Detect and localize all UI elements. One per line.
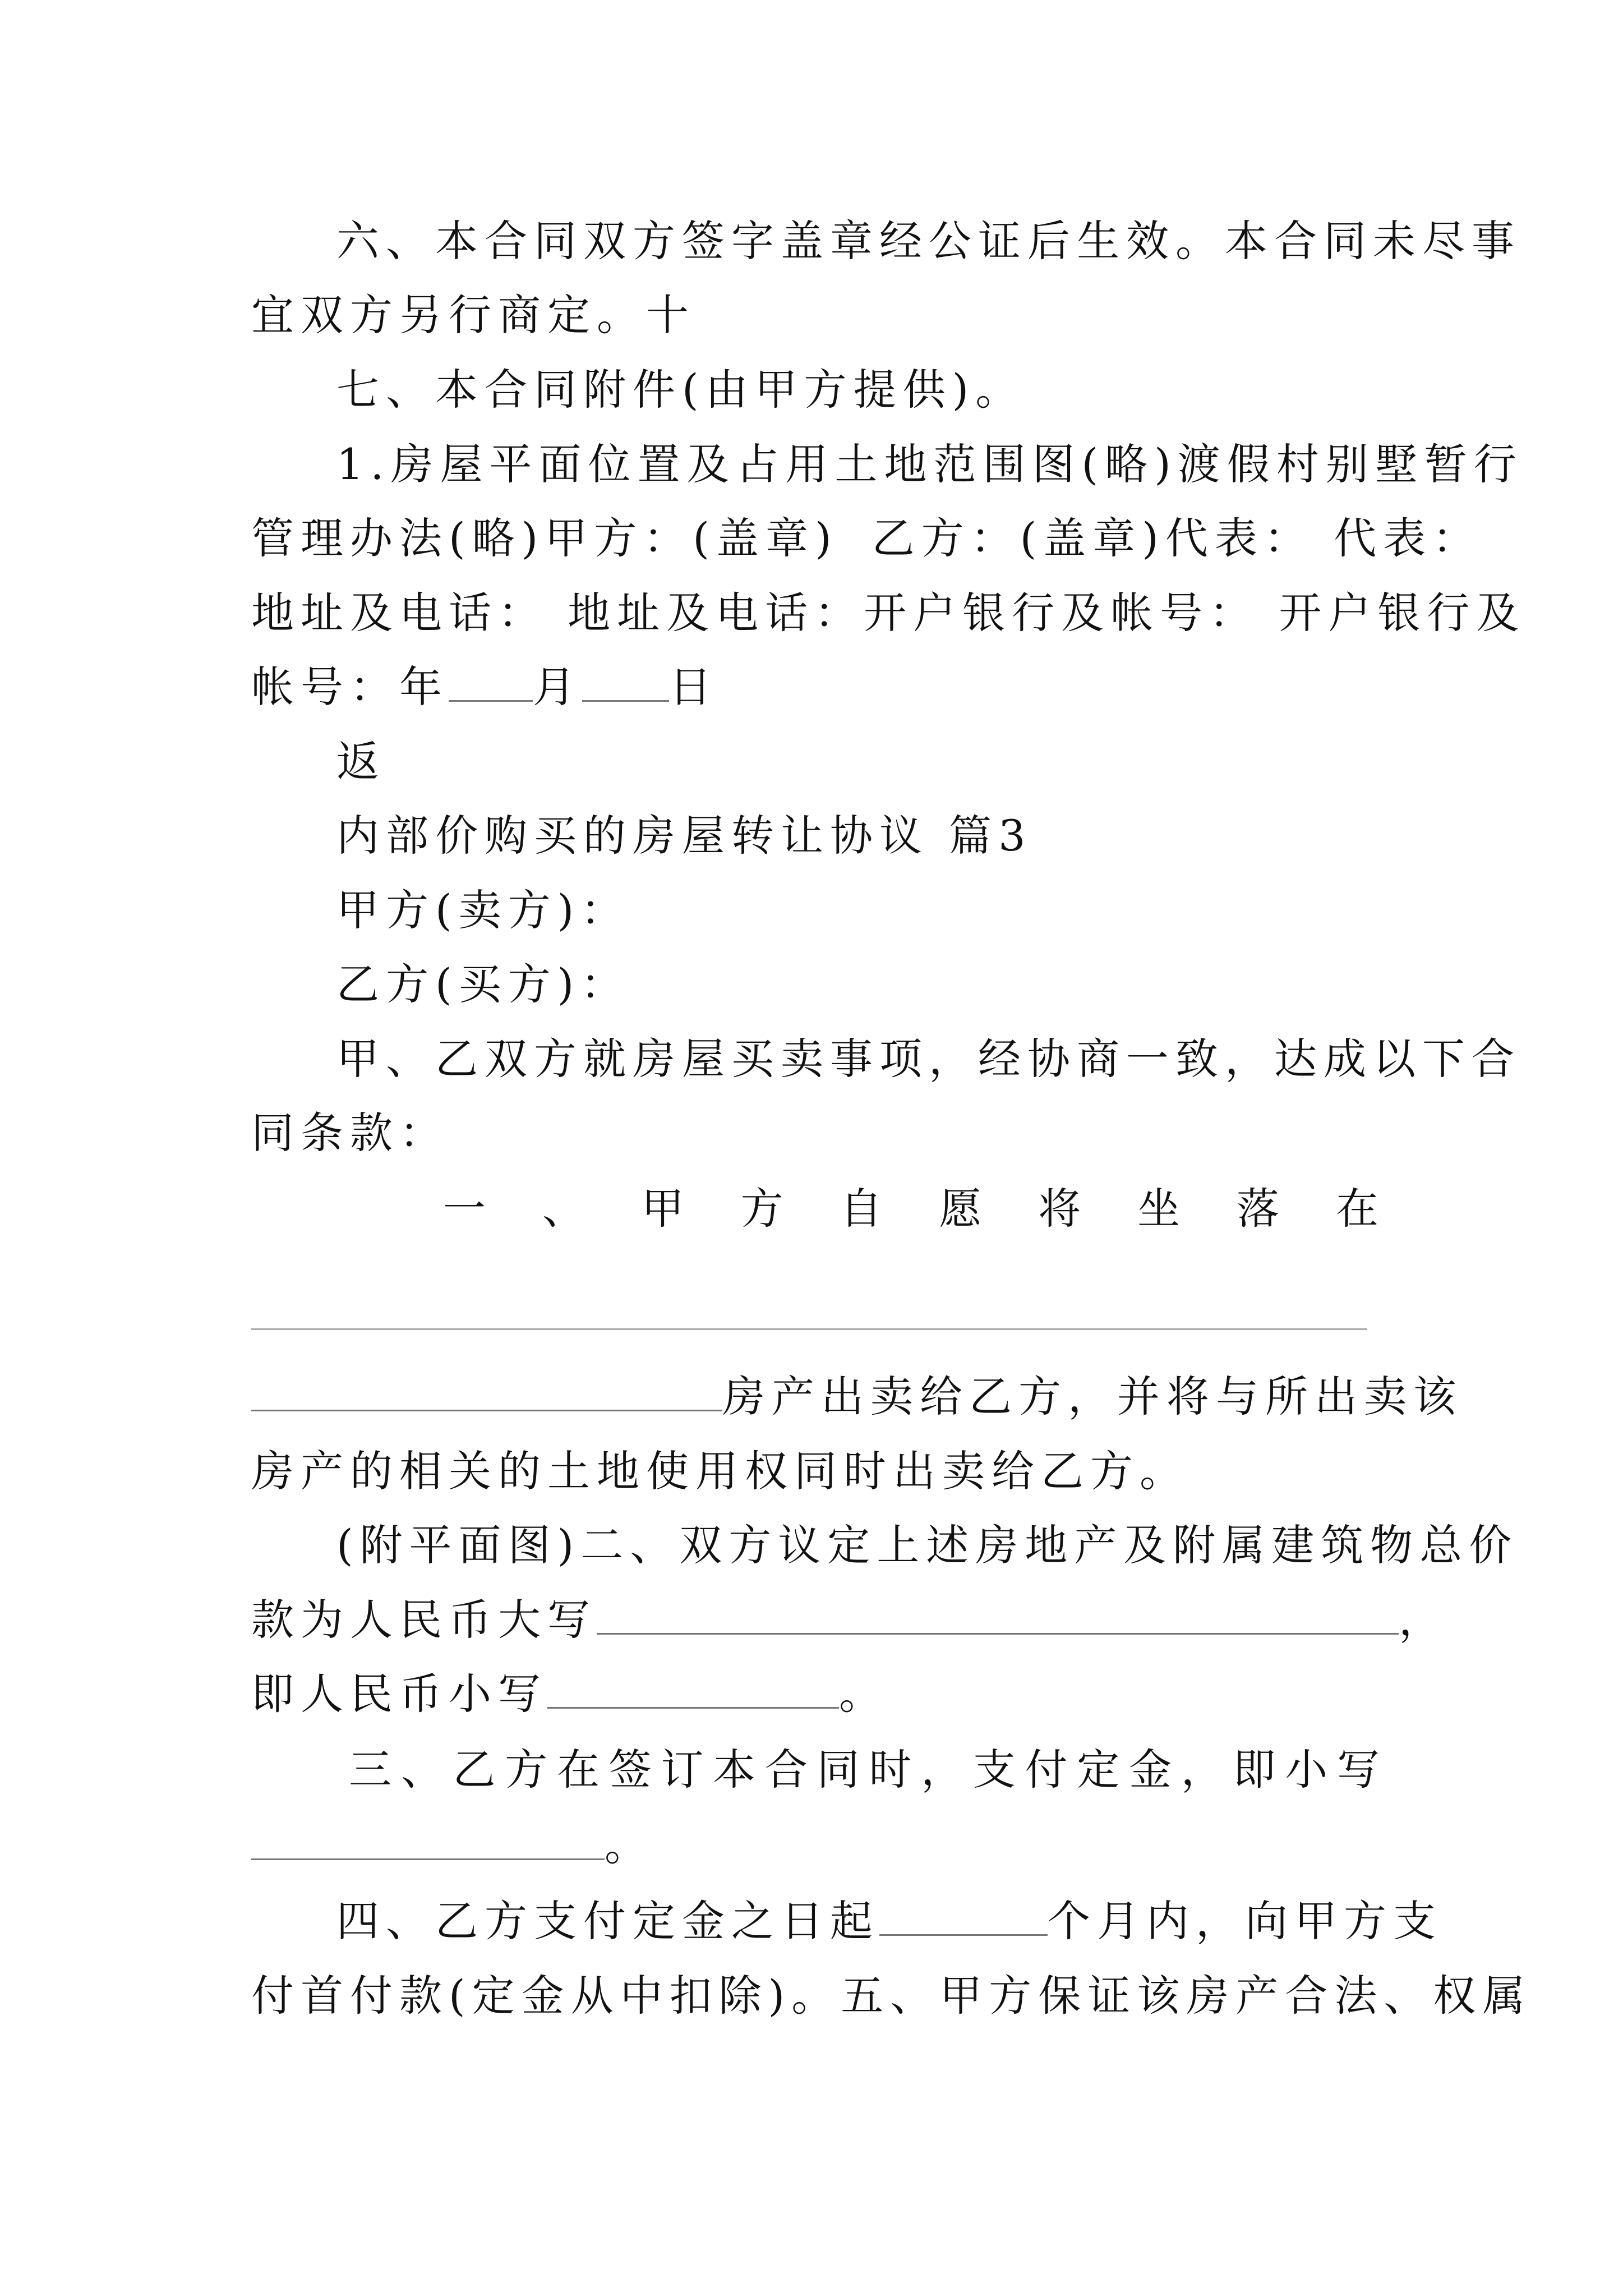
clause-1-line-3: 房产的相关的土地使用权同时出卖给乙方。	[251, 1446, 1189, 1496]
para-7: 七、本合同附件(由甲方提供)。	[336, 365, 1025, 415]
year-blank	[449, 660, 533, 702]
clause-3-line-2: 。	[251, 1818, 1378, 1879]
party-b-seal: 乙方：(盖章)代表： 代表：	[872, 513, 1482, 563]
clause-2-line-1: (附平面图)二、双方议定上述房地产及附属建筑物总价	[336, 1520, 1519, 1570]
clause-3-line-1: 三 、 乙 方 在 签 订 本 合 同 时 ， 支 付 定 金 ， 即 小 写	[349, 1745, 1380, 1795]
return-text: 返	[336, 737, 386, 786]
address-blank-full	[251, 1328, 1367, 1330]
party-b-buyer: 乙方(买方)：	[336, 959, 630, 1009]
para-6-line-2: 宜双方另行商定。十	[251, 290, 695, 340]
clause-4-line-2: 付首付款(定金从中扣除)。五、甲方保证该房产合法、权属	[251, 1971, 1532, 2021]
price-words-blank	[597, 1593, 1399, 1635]
party-a-seal: 管理办法(略)甲方：(盖章)	[251, 513, 838, 563]
preamble-line-2: 同条款：	[251, 1108, 449, 1158]
attachment-line-2	[251, 510, 1482, 572]
account-year-label: 帐号：年	[251, 662, 449, 712]
attachment-line-1: 1.房屋平面位置及占用土地范围图(略)渡假村别墅暂行	[336, 439, 1523, 489]
months-blank	[879, 1894, 1048, 1936]
deposit-blank	[251, 1818, 605, 1860]
clause-1-line-2: 房产出卖给乙方，并将与所出卖该	[251, 1369, 1378, 1430]
party-a-seller: 甲方(卖方)：	[336, 885, 630, 935]
preamble-line-1: 甲、乙双方就房屋买卖事项，经协商一致，达成以下合	[336, 1034, 1521, 1084]
month-blank	[582, 660, 669, 702]
day-label: 日	[669, 662, 718, 712]
price-figure-blank	[547, 1667, 839, 1709]
para-6-line-1: 六、本合同双方签字盖章经公证后生效。本合同未尽事	[336, 216, 1521, 266]
clause-2-line-3: 即人民币小写 。	[251, 1666, 1378, 1728]
clause-2-line-2: 款为人民币大写 ，	[251, 1592, 1378, 1654]
attachment-line-3: 地址及电话： 地址及电话：开户银行及帐号： 开户银行及	[251, 588, 1526, 638]
section-title: 内部价购买的房屋转让协议 篇3	[336, 811, 1032, 861]
month-label: 月	[533, 662, 582, 712]
clause-1-line-1: 一 、 甲 方 自 愿 将 坐 落 在	[443, 1184, 1378, 1234]
date-line	[251, 659, 1378, 721]
address-blank	[251, 1369, 722, 1411]
clause-4-line-1: 四、乙方支付定金之日起 个月内，向甲方支	[336, 1893, 1380, 1955]
